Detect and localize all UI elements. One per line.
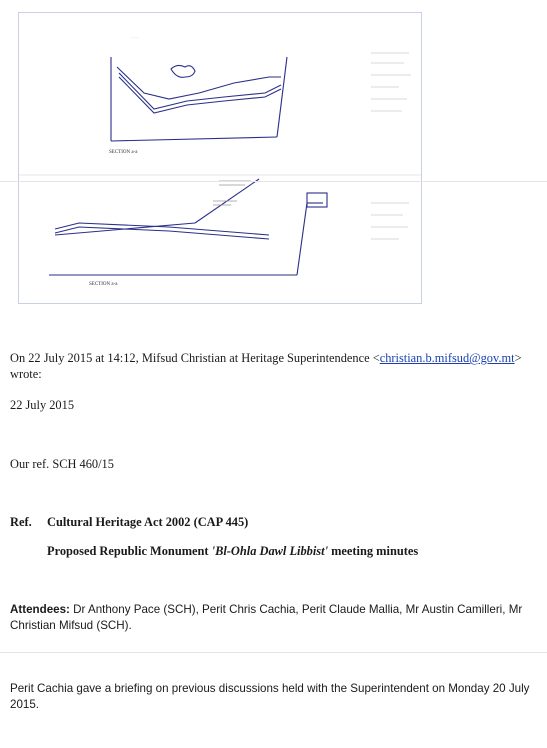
sender-email-link[interactable]: christian.b.mifsud@gov.mt <box>379 351 515 365</box>
section-drawing-svg <box>19 13 421 303</box>
divider <box>0 181 547 182</box>
lower-section <box>49 179 327 275</box>
divider-lower <box>0 652 547 653</box>
letter-date: 22 July 2015 <box>10 398 75 412</box>
ref-label: Ref. <box>10 515 32 529</box>
attendees-list: Dr Anthony Pace (SCH), Perit Chris Cachia, Perit Claude Mallia, Mr Austin Camilleri, Mr Christian Mifsud (SCH). <box>10 603 523 632</box>
briefing-paragraph: Perit Cachia gave a briefing on previous discussions held with the Superintendent on Monday 20 July 2015. <box>10 682 530 711</box>
upper-title-mark: ······· <box>131 36 140 40</box>
section-b-label: SECTION a-a <box>89 282 118 287</box>
section-drawing <box>18 12 422 304</box>
upper-section <box>111 57 287 141</box>
email-header-suffix: > <box>514 351 522 365</box>
email-wrote: wrote: <box>10 367 42 381</box>
ref-title: Cultural Heritage Act 2002 (CAP 445) <box>47 515 249 529</box>
email-header-prefix: On 22 July 2015 at 14:12, Mifsud Christian at Heritage Superintendence < <box>10 351 380 365</box>
email-header <box>10 350 522 366</box>
our-reference: Our ref. SCH 460/15 <box>10 457 114 471</box>
attendees-label: Attendees: <box>10 603 70 616</box>
attendees <box>10 602 540 634</box>
section-a-label: SECTION a-a <box>109 150 138 155</box>
meeting-subject: Proposed Republic Monument 'Bl-Ohla Dawl Libbist' meeting minutes <box>47 544 419 558</box>
